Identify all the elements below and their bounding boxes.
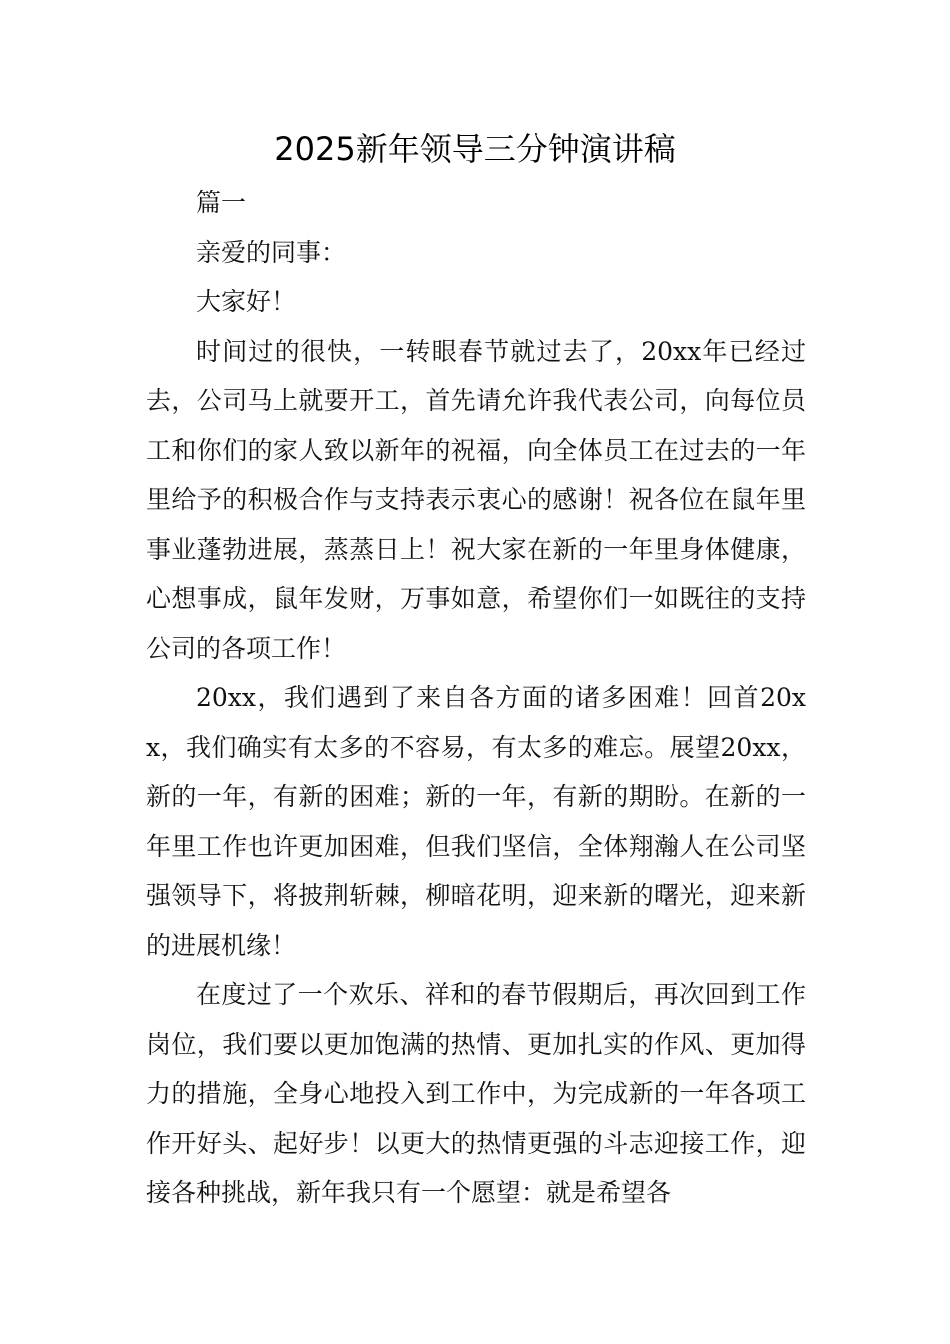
document-body xyxy=(146,178,806,1218)
body-paragraph: 20xx，我们遇到了来自各方面的诸多困难！回首20xx，我们确实有太多的不容易，有太多的难忘。展望20xx，新的一年，有新的困难；新的一年，有新的期盼。在新的一年里工作也许更加困难，但我们坚信，全体翔瀚人在公司坚强领导下，将披荆斩棘，柳暗花明，迎来新的曙光，迎来新的进展机缘！ xyxy=(146,683,806,960)
document-title: 2025新年领导三分钟演讲稿 xyxy=(274,130,676,168)
body-paragraph: 时间过的很快，一转眼春节就过去了，20xx年已经过去，公司马上就要开工，首先请允许我代表公司，向每位员工和你们的家人致以新年的祝福，向全体员工在过去的一年里给予的积极合作与支持表示衷心的感谢！祝各位在鼠年里事业蓬勃进展，蒸蒸日上！祝大家在新的一年里身体健康，心想事成，鼠年发财，万事如意，希望你们一如既往的支持公司的各项工作！ xyxy=(146,336,806,663)
greeting: 大家好！ xyxy=(196,287,297,316)
section-heading: 篇一 xyxy=(196,188,247,217)
body-paragraph: 在度过了一个欢乐、祥和的春节假期后，再次回到工作岗位，我们要以更加饱满的热情、更加扎实的作风、更加得力的措施，全身心地投入到工作中，为完成新的一年各项工作开好头、起好步！以更大的热情更强的斗志迎接工作，迎接各种挑战，新年我只有一个愿望：就是希望各 xyxy=(146,980,806,1207)
salutation: 亲爱的同事： xyxy=(196,237,347,267)
